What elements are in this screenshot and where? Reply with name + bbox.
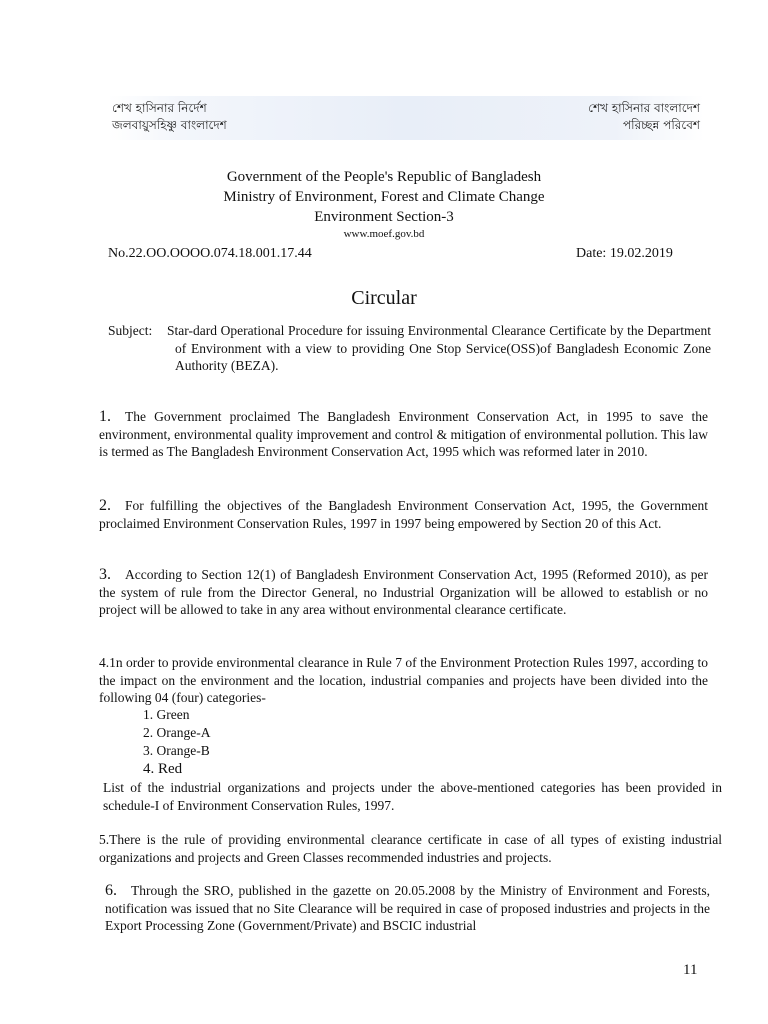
banner-right-slogan xyxy=(588,100,700,134)
paragraph-4-continued: List of the industrial organizations and projects under the above-mentioned categories has been provided in schedule-I of Environment Conservation Rules, 1997. xyxy=(103,780,722,813)
slogan-banner xyxy=(108,96,704,140)
subject-text: Star-dard Operational Procedure for issuing Environmental Clearance Certificate by the Department of Environment with a view to providing One Stop Service(OSS)of Bangladesh Economic Zone Authority (BEZA). xyxy=(167,323,711,373)
paragraph-2 xyxy=(99,497,708,532)
paragraph-5: 5.There is the rule of providing environmental clearance certificate in case of all types of existing industrial organizations and projects and Green Classes recommended industries and projects. xyxy=(99,832,722,865)
reference-number: No.22.OO.OOOO.074.18.001.17.44 xyxy=(108,246,312,261)
subject-label: Subject: xyxy=(108,323,153,338)
paragraph-3-text: According to Section 12(1) of Bangladesh Environment Conservation Act, 1995 (Reformed 2010), as per the system of rule from the Director General, no Industrial Organization will be allowed to establish or no project will be allowed to take in any area without environmental clearance certificate. xyxy=(99,567,708,617)
paragraph-2-text: For fulfilling the objectives of the Bangladesh Environment Conservation Act, 1995, the Government proclaimed Environment Conservation Rules, 1997 in 1997 being empowered by Section 20 of this Act. xyxy=(99,498,708,531)
category-item: 1. Green xyxy=(143,707,190,722)
page-number: 11 xyxy=(683,962,698,978)
paragraph-3 xyxy=(99,566,708,619)
paragraph-6 xyxy=(105,882,710,935)
paragraph-2-number: 2. xyxy=(99,497,111,514)
paragraph-3-number: 3. xyxy=(99,566,111,583)
banner-right-line1: শেখ হাসিনার বাংলাদেশ xyxy=(588,101,700,115)
category-item: 4. Red xyxy=(143,761,183,777)
banner-left-line2: জলবায়ুসহিষ্ণু বাংলাদেশ xyxy=(112,118,227,132)
banner-left-slogan xyxy=(112,100,227,134)
subject-block xyxy=(108,322,711,375)
circular-date: Date: 19.02.2019 xyxy=(576,246,673,261)
header-section: Environment Section-3 xyxy=(314,209,454,225)
header-ministry: Ministry of Environment, Forest and Climate Change xyxy=(223,189,545,205)
paragraph-1-number: 1. xyxy=(99,408,111,425)
paragraph-1 xyxy=(99,408,708,461)
header-website: www.moef.gov.bd xyxy=(343,228,425,240)
category-item: 3. Orange-B xyxy=(143,743,210,758)
banner-right-line2: পরিচ্ছন্ন পরিবেশ xyxy=(623,118,700,132)
banner-left-line1: শেখ হাসিনার নির্দেশ xyxy=(112,101,207,115)
paragraph-4: 4.1n order to provide environmental clearance in Rule 7 of the Environment Protection Rules 1997, according to the impact on the environment and the location, industrial companies and projects have been divided into the following 04 (four) categories- xyxy=(99,655,708,705)
category-item: 2. Orange-A xyxy=(143,725,211,740)
paragraph-1-text: The Government proclaimed The Bangladesh Environment Conservation Act, in 1995 to save the environment, environmental quality improvement and control & mitigation of environmental pollution. This law is termed as The Bangladesh Environment Conservation Act, 1995 which was reformed later in 2010. xyxy=(99,409,708,459)
header-government: Government of the People's Republic of Bangladesh xyxy=(226,169,542,185)
document-title: Circular xyxy=(351,287,417,309)
paragraph-6-text: Through the SRO, published in the gazette on 20.05.2008 by the Ministry of Environment and Forests, notification was issued that no Site Clearance will be required in case of proposed industries and projects in the Export Processing Zone (Government/Private) and BSCIC industrial xyxy=(105,883,710,933)
paragraph-6-number: 6. xyxy=(105,882,117,899)
